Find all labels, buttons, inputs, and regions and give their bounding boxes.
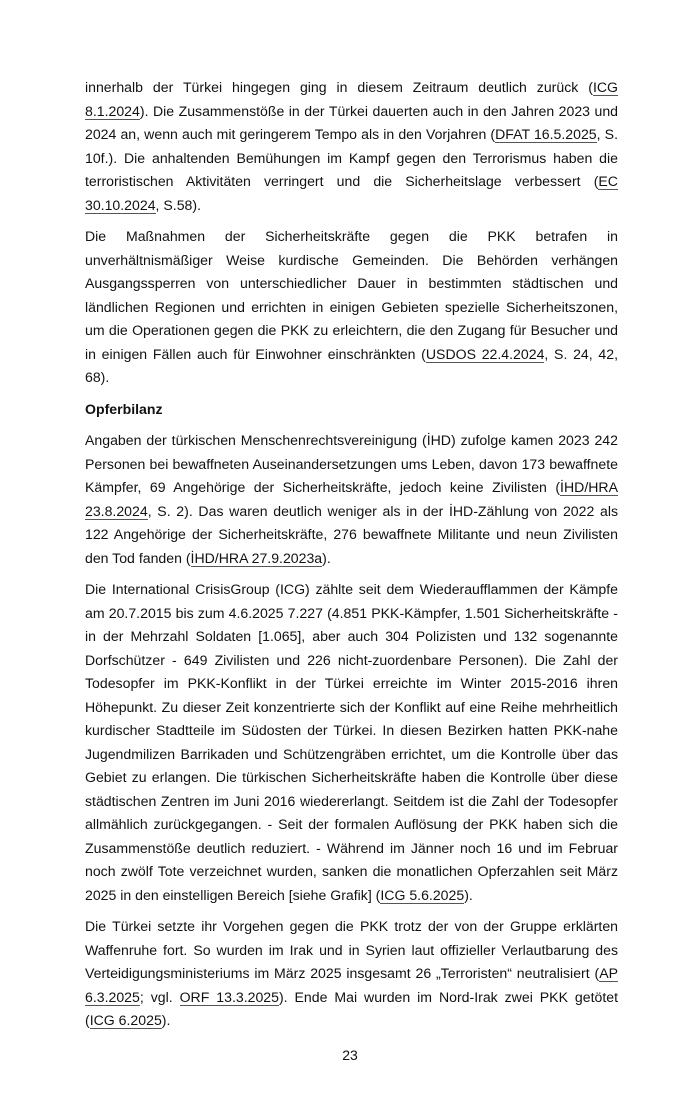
citation-link[interactable]: USDOS 22.4.2024 <box>425 345 545 362</box>
paragraph-text: , S. 10f.). Die anhaltenden Bemühungen im Kampf gegen den Terrorismus haben die terroristischen Aktivitäten verringert und die Sicherheitslage verbessert ( <box>85 126 618 189</box>
citation-link[interactable]: AP 6.3.2025 <box>85 965 618 1005</box>
citation-link[interactable]: İHD/HRA 27.9.2023a <box>190 549 323 566</box>
paragraph-text: ). Die Zusammenstöße in der Türkei dauerten auch in den Jahren 2023 und 2024 an, wenn auch mit geringerem Tempo als in den Vorjahren ( <box>85 102 618 142</box>
section-heading: Opferbilanz <box>85 400 163 417</box>
paragraph-text: , S. 2). Das waren deutlich weniger als in der İHD-Zählung von 2022 als 122 Angehörige der Sicherheitskräfte, 276 bewaffnete Militante und neun Zivilisten den Tod fanden ( <box>85 502 618 566</box>
paragraph-text: , S.58). <box>155 196 201 213</box>
paragraph-text: innerhalb der Türkei hingegen ging in diesem Zeitraum deutlich zurück ( <box>85 79 593 95</box>
citation-link[interactable]: ICG 6.2025 <box>89 1012 162 1028</box>
citation-link[interactable]: İHD/HRA 23.8.2024 <box>85 479 618 519</box>
citation-link[interactable]: EC 30.10.2024 <box>85 173 618 213</box>
paragraph <box>85 578 618 907</box>
paragraph-text: Die Maßnahmen der Sicherheitskräfte gegen die PKK betrafen in unverhältnismäßiger Weise kurdische Gemeinden. Die Behörden verhängen Ausgangssperren von unterschiedlicher Dauer in bestimmten städtischen und ländlichen Regionen und errichten in einigen Gebieten spezielle Sicherheitszonen, um die Operationen gegen die PKK zu erleichtern, die den Zugang für Besucher und in einigen Fällen auch für Einwohner einschränkten ( <box>85 228 618 362</box>
paragraph <box>85 429 618 570</box>
paragraph-text: ). Ende Mai wurden im Nord-Irak zwei PKK getötet ( <box>85 988 618 1028</box>
paragraph-text: ). <box>161 1012 171 1028</box>
section-after <box>85 429 618 1033</box>
paragraph-text: Die Türkei setzte ihr Vorgehen gegen die PKK trotz der von der Gruppe erklärten Waffenruhe fort. So wurden im Irak und in Syrien laut offizieller Verlautbarung des Verteidigungsministeriums im März 2025 insgesamt 26 „Terroristen“ neutralisiert ( <box>85 918 618 981</box>
paragraph-text: ; vgl. <box>139 988 180 1005</box>
paragraph-text: Die International CrisisGroup (ICG) zählte seit dem Wiederaufflammen der Kämpfe am 20.7.2015 bis zum 4.6.2025 7.227 (4.851 PKK-Kämpfer, 1.501 Sicherheitskräfte - in der Mehrzahl Soldaten [1.065], aber auch 304 Polizisten und 132 sogenannte Dorfschützer - 649 Zivilisten und 226 nicht-zuordenbare Personen). Die Zahl der Todesopfer im PKK-Konflikt in der Türkei erreichte im Winter 2015-2016 ihren Höhepunkt. Zu dieser Zeit konzentrierte sich der Konflikt auf eine Reihe mehrheitlich kurdischer Stadtteile im Südosten der Türkei. In diesen Bezirken hatten PKK-nahe Jugendmilizen Barrikaden und Schützengräben errichtet, um die Kontrolle über das Gebiet zu erlangen. Die türkischen Sicherheitskräfte haben die Kontrolle über diese städtischen Zentren im Juni 2016 wiedererlangt. Seitdem ist die Zahl der Todesopfer allmählich zurückgegangen. - Seit der formalen Auflösung der PKK haben sich die Zusammenstöße deutlich reduziert. - Während im Jänner noch 16 und im Februar noch zwölf Tote verzeichnet wurden, sanken die monatlichen Opferzahlen seit März 2025 in den einstelligen Bereich [siehe Grafik] ( <box>85 581 618 903</box>
paragraph <box>85 225 618 390</box>
paragraph-text: ). <box>464 886 473 903</box>
citation-link[interactable]: ORF 13.3.2025 <box>179 988 279 1005</box>
page-number: 23 <box>342 1046 358 1063</box>
document-body <box>85 76 618 1033</box>
paragraph-text: Angaben der türkischen Menschenrechtsvereinigung (İHD) zufolge kamen 2023 242 Personen bei bewaffneten Auseinandersetzungen ums Leben, davon 173 bewaffnete Kämpfer, 69 Angehörige der Sicherheitskräfte, jedoch keine Zivilisten ( <box>85 432 618 495</box>
section-before <box>85 76 618 390</box>
paragraph <box>85 76 618 217</box>
paragraph-text: ). <box>322 549 331 566</box>
paragraph-text: , S. 24, 42, 68). <box>85 345 618 385</box>
citation-link[interactable]: DFAT 16.5.2025 <box>495 126 597 142</box>
citation-link[interactable]: ICG 5.6.2025 <box>380 886 465 903</box>
paragraph <box>85 915 618 1033</box>
citation-link[interactable]: ICG 8.1.2024 <box>85 79 618 119</box>
